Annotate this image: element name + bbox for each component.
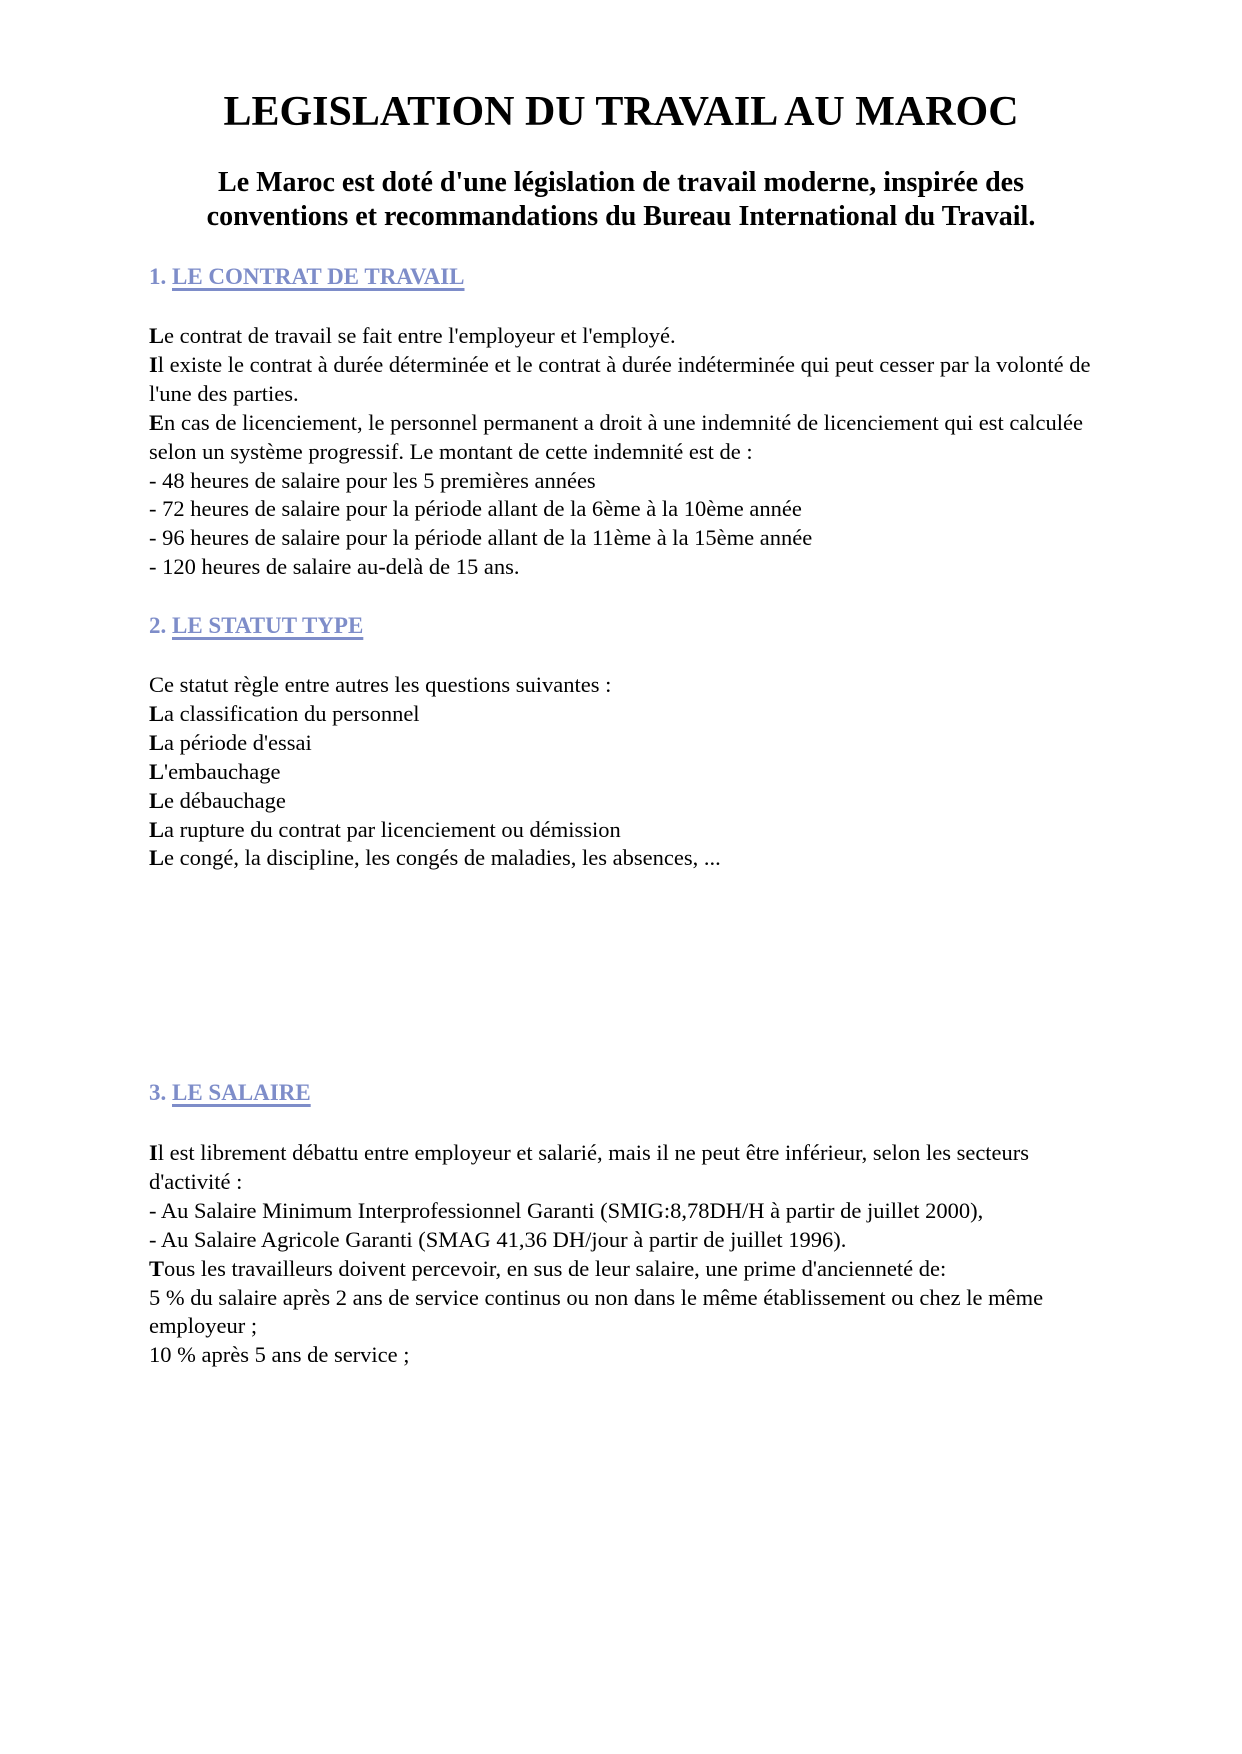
line-text: - 120 heures de salaire au-delà de 15 ans. xyxy=(149,554,520,580)
paragraph-line xyxy=(149,1197,1109,1226)
paragraph-line xyxy=(149,671,1109,700)
paragraph-line xyxy=(149,524,1109,553)
line-text: e congé, la discipline, les congés de maladies, les absences, ... xyxy=(164,845,721,871)
line-text: - 48 heures de salaire pour les 5 premières années xyxy=(149,467,596,493)
paragraph-line xyxy=(149,1139,1109,1197)
initial-letter: L xyxy=(149,323,165,348)
line-text: 'embauchage xyxy=(164,758,281,784)
paragraph-line xyxy=(149,729,1109,758)
section-number: 1. xyxy=(149,264,167,289)
paragraph-line xyxy=(149,1255,1109,1284)
paragraph-line xyxy=(149,351,1109,409)
section-title: LE SALAIRE xyxy=(172,1080,311,1105)
line-text: 5 % du salaire après 2 ans de service continus ou non dans le même établissement ou chez le même employeur ; xyxy=(149,1284,1044,1339)
section-title: LE STATUT TYPE xyxy=(172,613,364,638)
line-text: a période d'essai xyxy=(164,729,312,755)
paragraph-line xyxy=(149,844,1109,873)
section-body-statut xyxy=(149,671,1109,873)
initial-letter: L xyxy=(149,729,165,755)
line-text: 10 % après 5 ans de service ; xyxy=(149,1342,410,1368)
document-title: LEGISLATION DU TRAVAIL AU MAROC xyxy=(223,89,1019,135)
line-text: - Au Salaire Minimum Interprofessionnel Garanti (SMIG:8,78DH/H à partir de juillet 2000), xyxy=(149,1197,984,1223)
paragraph-line xyxy=(149,758,1109,787)
line-text: Ce statut règle entre autres les questions suivantes : xyxy=(149,672,612,697)
paragraph-line xyxy=(149,322,1109,351)
line-text: e débauchage xyxy=(164,787,286,813)
section-heading-contrat xyxy=(149,264,465,290)
initial-letter: L xyxy=(149,787,165,813)
initial-letter: L xyxy=(149,758,165,784)
initial-letter: I xyxy=(149,1140,158,1165)
section-number: 2. xyxy=(149,613,167,638)
line-text: l existe le contrat à durée déterminée et le contrat à durée indéterminée qui peut cesser par la volonté de l'une des parties. xyxy=(149,351,1091,406)
paragraph-line xyxy=(149,553,1109,582)
line-text: - 96 heures de salaire pour la période allant de la 11ème à la 15ème année xyxy=(149,525,813,551)
section-body-salaire xyxy=(149,1139,1109,1370)
document-subtitle: Le Maroc est doté d'une législation de travail moderne, inspirée des conventions et recommandations du Bureau International du Travail. xyxy=(206,167,1036,232)
paragraph-line xyxy=(149,1226,1109,1255)
paragraph-line xyxy=(149,1284,1109,1342)
section-heading-statut xyxy=(149,613,363,639)
section-body-contrat xyxy=(149,322,1109,582)
initial-letter: L xyxy=(149,700,165,726)
line-text: e contrat de travail se fait entre l'employeur et l'employé. xyxy=(164,323,676,348)
line-text: l est librement débattu entre employeur et salarié, mais il ne peut être inférieur, selon les secteurs d'activité : xyxy=(149,1140,1030,1194)
paragraph-line xyxy=(149,1341,1109,1370)
initial-letter: I xyxy=(149,351,158,377)
initial-letter: L xyxy=(149,845,165,871)
line-text: a classification du personnel xyxy=(164,700,420,726)
line-text: a rupture du contrat par licenciement ou démission xyxy=(164,816,621,842)
paragraph-line xyxy=(149,700,1109,729)
initial-letter: T xyxy=(149,1255,165,1281)
section-heading-salaire xyxy=(149,1080,311,1106)
line-text: n cas de licenciement, le personnel permanent a droit à une indemnité de licenciement qui est calculée selon un système progressif. Le montant de cette indemnité est de : xyxy=(149,409,1083,464)
initial-letter: L xyxy=(149,816,165,842)
paragraph-line xyxy=(149,787,1109,816)
paragraph-line xyxy=(149,467,1109,496)
line-text: - Au Salaire Agricole Garanti (SMAG 41,36 DH/jour à partir de juillet 1996). xyxy=(149,1226,847,1252)
paragraph-line xyxy=(149,495,1109,524)
paragraph-line xyxy=(149,409,1109,467)
section-number: 3. xyxy=(149,1080,167,1105)
section-title: LE CONTRAT DE TRAVAIL xyxy=(172,264,465,289)
initial-letter: E xyxy=(149,409,165,435)
paragraph-line xyxy=(149,816,1109,845)
line-text: - 72 heures de salaire pour la période allant de la 6ème à la 10ème année xyxy=(149,496,802,522)
line-text: ous les travailleurs doivent percevoir, en sus de leur salaire, une prime d'ancienneté de: xyxy=(164,1255,947,1281)
